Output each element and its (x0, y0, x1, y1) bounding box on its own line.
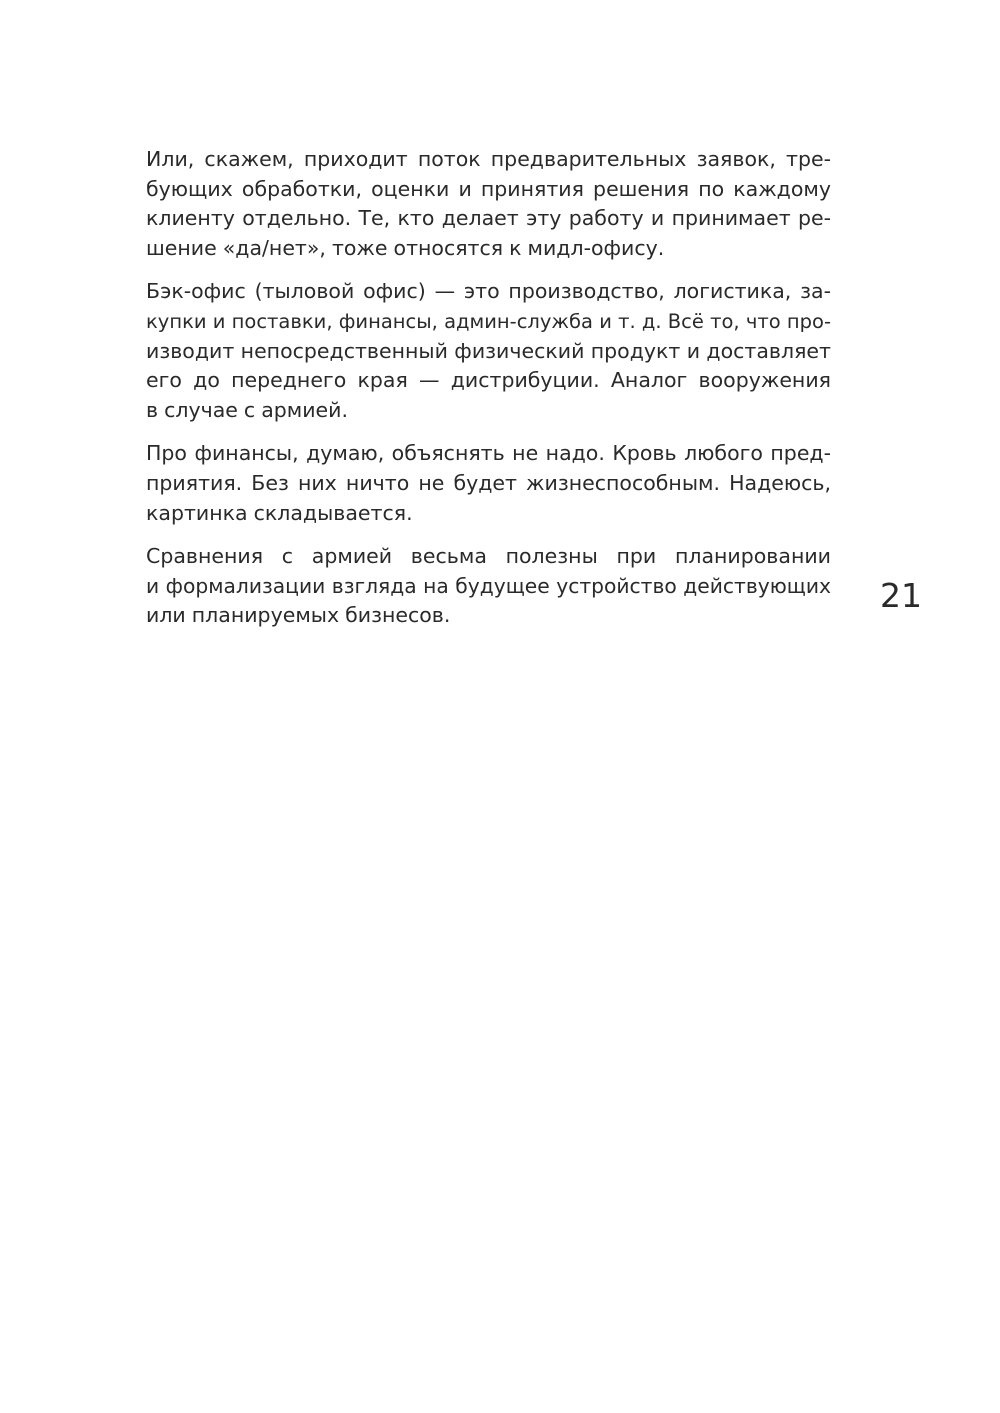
page-number: 21 (880, 576, 922, 615)
text-line: купки и поставки, финансы, админ-служба и т. д. Всё то, что про- (146, 309, 831, 333)
text-line: Или, скажем, приходит поток предварительных заявок, тре- (146, 147, 831, 171)
text-line: картинка складывается. (146, 500, 413, 525)
text-line: Сравнения с армией весьма полезны при планировании (146, 544, 831, 569)
text-line: клиенту отдельно. Те, кто делает эту работу и принимает ре- (146, 206, 831, 231)
text-line: Бэк-офис (тыловой офис) — это производство, логистика, за- (146, 279, 831, 304)
text-line: приятия. Без них ничто не будет жизнеспособным. Надеюсь, (146, 470, 831, 495)
text-line: в случае с армией. (146, 397, 349, 422)
paragraph-1 (146, 145, 831, 263)
text-line: или планируемых бизнесов. (146, 603, 451, 628)
paragraph-2 (146, 277, 831, 425)
text-line: Про финансы, думаю, объяснять не надо. Кровь любого пред- (146, 441, 831, 466)
text-line: изводит непосредственный физический продукт и доставляет (146, 338, 831, 363)
text-line: шение «да/нет», тоже относятся к мидл-офису. (146, 235, 665, 260)
paragraph-3 (146, 439, 831, 528)
paragraph-4 (146, 542, 831, 631)
text-line: его до переднего края — дистрибуции. Аналог вооружения (146, 368, 831, 393)
text-line: и формализации взгляда на будущее устройство действующих (146, 573, 831, 598)
body-text (146, 145, 831, 645)
text-line: бующих обработки, оценки и принятия решения по каждому (146, 176, 831, 201)
